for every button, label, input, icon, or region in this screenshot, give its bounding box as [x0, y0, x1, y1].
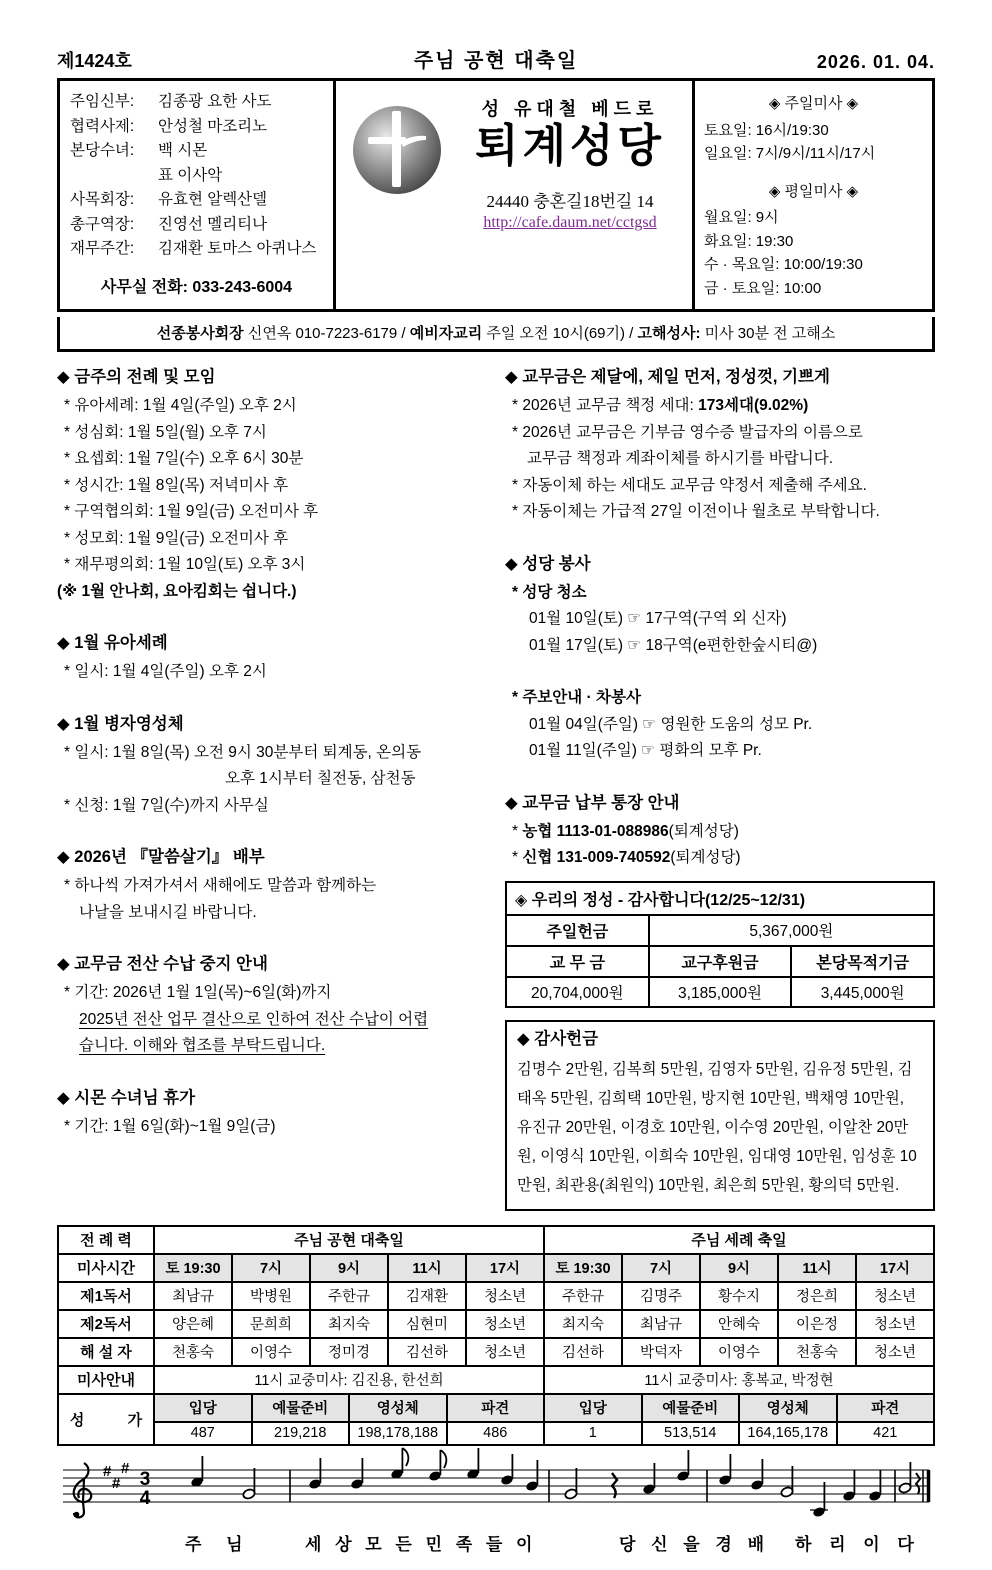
church-logo-crucifix-icon [350, 103, 444, 202]
mass-time: 9시 [310, 1254, 388, 1282]
list-item: * 구역협의회: 1월 9일(금) 오전미사 후 [57, 499, 493, 526]
staff-row [70, 237, 323, 262]
cell-value: 20,704,000원 [506, 977, 649, 1007]
section-word-living [57, 844, 493, 926]
right-feast-header: 주님 세례 축일 [544, 1226, 934, 1254]
note-line: (※ 1월 안나회, 요아킴회는 쉽니다.) [57, 582, 297, 600]
offering-summary-table [505, 881, 935, 1008]
column-header: 교구후원금 [649, 946, 792, 977]
item-text: 2026년 교무금 책정 세대: [522, 397, 699, 414]
time-signature-bottom: 4 [139, 1487, 151, 1509]
lyric-group: 세 상 모 든 민 족 들 이 [305, 1534, 533, 1554]
list-item [505, 393, 935, 420]
info-strip [57, 317, 935, 352]
donor-list: 김명수 2만원, 김복희 5만원, 김영자 5만원, 김유정 5만원, 김태옥 5만원, 김희택 10만원, 방지현 10만원, 백채영 10만원, 유진규 20만원, 이경호 10만원, 이수영 20만원, 이알찬 20만원, 이영식 10만원, 이희숙 10만원, 임대영 10만원, 임성훈 10만원, 최관용(최원익) 10만원, 최은희 5만원, 황의덕 5만원. [517, 1060, 917, 1194]
list-item: * 일시: 1월 8일(목) 오전 9시 30분부터 퇴계동, 온의동 [57, 740, 493, 767]
staff-name: 표 이사악 [158, 166, 223, 184]
strip-label: 고해성사: [637, 325, 701, 342]
list-item: * 신청: 1월 7일(수)까지 사무실 [57, 793, 493, 820]
list-item: * 2026년 교무금은 기부금 영수증 발급자의 이름으로 [505, 420, 935, 447]
staff-role [70, 164, 158, 189]
staff-row [70, 139, 323, 164]
lyric-group: 하 리 이 다 [795, 1534, 914, 1554]
reader-name: 정은희 [778, 1282, 856, 1310]
reader-name: 김재환 [388, 1282, 466, 1310]
commentator-name: 천홍숙 [778, 1338, 856, 1366]
row-label: 전 례 력 [58, 1226, 154, 1254]
mass-time: 7시 [622, 1254, 700, 1282]
hymn-number: 198,178,188 [349, 1422, 447, 1445]
hymn-number: 486 [447, 1422, 545, 1445]
reader-name: 주한규 [544, 1282, 622, 1310]
lyric-group: 주 님 [185, 1534, 243, 1554]
time-signature-top: 3 [139, 1468, 151, 1490]
reader-name: 최남규 [154, 1282, 232, 1310]
hymn-header: 파견 [447, 1394, 545, 1422]
section-title: ◆ 1월 병자영성체 [57, 714, 184, 733]
list-item: * 자동이체 하는 세대도 교무금 약정서 제출해 주세요. [505, 473, 935, 500]
music-staff [57, 1458, 935, 1530]
commentator-name: 청소년 [856, 1338, 934, 1366]
hymn-lyrics [57, 1530, 935, 1556]
commentator-name: 김선하 [388, 1338, 466, 1366]
hymn-number: 219,218 [252, 1422, 350, 1445]
reader-name: 안혜숙 [700, 1310, 778, 1338]
issue-date: 2026. 01. 04. [816, 52, 936, 72]
reader-name: 심현미 [388, 1310, 466, 1338]
reader-name: 청소년 [856, 1282, 934, 1310]
column-header: 본당목적기금 [791, 946, 934, 977]
strip-label: 예비자교리 [409, 325, 483, 342]
list-item: * 성심회: 1월 5일(월) 오후 7시 [57, 420, 493, 447]
church-address: 24440 충혼길18번길 14 [486, 191, 654, 211]
commentator-name: 이영수 [232, 1338, 310, 1366]
staff-role: 주임신부: [70, 93, 135, 110]
bank-account [505, 845, 935, 872]
list-item: * 요셉회: 1월 7일(수) 오후 6시 30분 [57, 446, 493, 473]
list-item: * 성모회: 1월 9일(금) 오전미사 후 [57, 526, 493, 553]
hymn-header: 파견 [837, 1394, 935, 1422]
staff-name: 백 시몬 [158, 142, 208, 159]
section-church-service [505, 551, 935, 765]
issue-number: 제1424호 [57, 51, 132, 71]
staff-role: 협력사제: [70, 117, 135, 135]
section-bank-accounts [505, 790, 935, 872]
staff-row [70, 213, 323, 238]
row-label: 미사시간 [58, 1254, 154, 1282]
item-bold-text: 173세대(9.02%) [698, 397, 809, 414]
service-line: 01월 04일(주일) ☞ 영원한 도움의 성모 Pr. [529, 715, 813, 733]
commentator-name: 청소년 [466, 1338, 544, 1366]
mass-time: 9시 [700, 1254, 778, 1282]
list-item: * 기간: 2026년 1월 1일(목)~6일(화)까지 [57, 980, 493, 1007]
reader-name: 양은혜 [154, 1310, 232, 1338]
commentator-name: 천홍숙 [154, 1338, 232, 1366]
list-item: * 일시: 1월 4일(주일) 오후 2시 [57, 659, 493, 686]
offering-table-title: ◈ 우리의 정성 - 감사합니다(12/25~12/31) [506, 882, 934, 915]
mass-line: 일요일: 7시/9시/11시/17시 [704, 145, 876, 162]
section-weekly-liturgy [57, 364, 493, 605]
title-bar [57, 0, 935, 73]
section-title: ◆ 시몬 수녀님 휴가 [57, 1088, 196, 1107]
hymn-header: 입당 [544, 1394, 642, 1422]
commentator-name: 김선하 [544, 1338, 622, 1366]
hymn-header: 예물준비 [642, 1394, 740, 1422]
reader-name: 최남규 [622, 1310, 700, 1338]
hymn-header: 영성체 [349, 1394, 447, 1422]
staff-row [70, 188, 323, 213]
staff-name: 김재환 토마스 아퀴나스 [158, 240, 317, 257]
sharp-sign: # [103, 1462, 112, 1480]
staff-name: 진영선 멜리티나 [158, 215, 268, 233]
church-name: 퇴계성당 [475, 120, 665, 171]
row-label: 성 가 [58, 1394, 154, 1445]
commentator-name: 정미경 [310, 1338, 388, 1366]
hymn-number: 487 [154, 1422, 252, 1445]
mass-time: 7시 [232, 1254, 310, 1282]
mass-guide: 11시 교중미사: 김진용, 한선희 [154, 1366, 544, 1394]
office-phone: 사무실 전화: 033-243-6004 [100, 278, 293, 296]
strip-text: 미사 30분 전 고해소 [700, 325, 836, 342]
church-cafe-link[interactable]: http://cafe.daum.net/cctgsd [483, 213, 657, 231]
account-holder: (퇴계성당) [668, 822, 739, 840]
list-item: * 자동이체는 가급적 27일 이전이나 월초로 부탁합니다. [505, 499, 935, 526]
section-title: ◆ 교무금은 제달에, 제일 먼저, 정성껏, 기쁘게 [505, 368, 830, 386]
hymn-number: 513,514 [642, 1422, 740, 1445]
bank-account [505, 819, 935, 846]
commentator-name: 이영수 [700, 1338, 778, 1366]
treble-clef-icon [74, 1463, 92, 1517]
column-header: 주일헌금 [506, 915, 649, 946]
hymn-header: 영성체 [739, 1394, 837, 1422]
section-title: ◆ 감사헌금 [517, 1029, 599, 1048]
reader-name: 박병원 [232, 1282, 310, 1310]
notes [190, 1448, 920, 1518]
staff-name: 안성철 마조리노 [158, 117, 268, 135]
liturgy-schedule-table [57, 1225, 935, 1395]
section-infant-baptism [57, 630, 493, 686]
staff-role: 본당수녀: [70, 142, 135, 159]
reader-name: 최지숙 [310, 1310, 388, 1338]
account-holder: (퇴계성당) [670, 849, 741, 866]
mass-time: 17시 [856, 1254, 934, 1282]
reader-name: 청소년 [466, 1310, 544, 1338]
page-title: 주님 공현 대축일 [413, 50, 579, 72]
left-feast-header: 주님 공현 대축일 [154, 1226, 544, 1254]
list-item: * 유아세례: 1월 4일(주일) 오후 2시 [57, 393, 493, 420]
list-item-continued: 오후 1시부터 칠전동, 삼천동 [225, 770, 416, 787]
cell-value: 5,367,000원 [649, 915, 934, 946]
staff-box [60, 81, 336, 309]
service-line: 01월 10일(토) ☞ 17구역(구역 외 신자) [529, 610, 787, 627]
section-title: ◆ 교무금 납부 통장 안내 [505, 793, 680, 812]
section-title: ◆ 금주의 전례 및 모임 [57, 368, 216, 386]
staff-role: 재무주간: [70, 240, 135, 257]
reader-name: 김명주 [622, 1282, 700, 1310]
mass-time: 토 19:30 [154, 1254, 232, 1282]
hymn-number: 164,165,178 [739, 1422, 837, 1445]
service-line: 01월 17일(토) ☞ 18구역(e편한한숲시티@) [529, 636, 818, 654]
cell-value: 3,445,000원 [791, 977, 934, 1007]
sharp-sign: # [121, 1459, 130, 1477]
quarter-rest [916, 1473, 920, 1494]
sub-section-title: * 주보안내 · 차봉사 [505, 685, 935, 712]
section-sick-communion [57, 711, 493, 820]
section-title: ◆ 성당 봉사 [505, 554, 591, 573]
mass-times-box [692, 81, 932, 309]
reader-name: 이은정 [778, 1310, 856, 1338]
staff-name: 김종광 요한 사도 [158, 93, 272, 110]
reader-name: 청소년 [466, 1282, 544, 1310]
reader-name: 문희희 [232, 1310, 310, 1338]
lyric-group: 당 신 을 경 배 [619, 1534, 765, 1554]
mass-guide: 11시 교중미사: 홍복교, 박정현 [544, 1366, 934, 1394]
reader-name: 청소년 [856, 1310, 934, 1338]
section-title: ◆ 1월 유아세례 [57, 634, 168, 652]
hymn-number: 1 [544, 1422, 642, 1445]
mass-time: 11시 [388, 1254, 466, 1282]
mass-line: 화요일: 19:30 [704, 232, 794, 250]
list-item: * 기간: 1월 6일(화)~1월 9일(금) [57, 1114, 493, 1141]
hymn-number: 421 [837, 1422, 935, 1445]
section-payment-suspension [57, 951, 493, 1060]
list-item-continued: 나날을 보내시길 바랍니다. [79, 903, 257, 921]
patron-saint-line: 성 유대철 베드로 [481, 99, 659, 119]
strip-text: 신연옥 010-7223-6179 / [243, 325, 410, 342]
underlined-line: 2025년 전산 업무 결산으로 인하여 전산 수납이 어렵 [79, 1010, 429, 1028]
staff-row [70, 115, 323, 140]
left-column [57, 364, 505, 1211]
sub-section-title: * 성당 청소 [505, 580, 935, 607]
weekday-mass-title: ◈ 평일미사 ◈ [768, 182, 859, 200]
staff-role: 총구역장: [70, 215, 135, 233]
list-item: * 성시간: 1월 8일(목) 저녁미사 후 [57, 473, 493, 500]
mass-line: 금 · 토요일: 10:00 [704, 279, 822, 297]
row-label: 미사안내 [58, 1366, 154, 1394]
commentator-name: 박덕자 [622, 1338, 700, 1366]
mass-line: 수 · 목요일: 10:00/19:30 [704, 256, 863, 273]
mass-line: 토요일: 16시/19:30 [704, 121, 829, 139]
thanksgiving-offering-box [505, 1020, 935, 1211]
mass-line: 월요일: 9시 [704, 209, 779, 226]
account-number: 농협 1113-01-088986 [522, 822, 669, 840]
hymn-header: 입당 [154, 1394, 252, 1422]
mass-time: 토 19:30 [544, 1254, 622, 1282]
right-column [505, 364, 935, 1211]
hymn-score [57, 1458, 935, 1570]
section-tithe-notice [505, 364, 935, 526]
list-item: * 하나씩 가져가셔서 새해에도 말씀과 함께하는 [57, 873, 493, 900]
underlined-line: 습니다. 이해와 협조를 부탁드립니다. [79, 1037, 326, 1054]
section-title: ◆ 교무금 전산 수납 중지 안내 [57, 955, 268, 973]
service-line: 01월 11일(주일) ☞ 평화의 모후 Pr. [529, 742, 762, 759]
list-item-continued: 교무금 책정과 계좌이체를 하시기를 바랍니다. [527, 450, 834, 467]
staff-row [70, 164, 323, 189]
sharp-sign: # [112, 1474, 121, 1492]
reader-name: 황수지 [700, 1282, 778, 1310]
staff-role: 사목회장: [70, 191, 135, 208]
strip-label: 선종봉사회장 [156, 325, 244, 342]
section-title: ◆ 2026년 『말씀살기』 배부 [57, 848, 265, 866]
mass-time: 11시 [778, 1254, 856, 1282]
row-label: 제2독서 [58, 1310, 154, 1338]
hymn-table [57, 1393, 935, 1446]
account-number: 신협 131-009-740592 [522, 849, 671, 866]
row-label: 제1독서 [58, 1282, 154, 1310]
staff-row [70, 90, 323, 115]
cell-value: 3,185,000원 [649, 977, 792, 1007]
hymn-header: 예물준비 [252, 1394, 350, 1422]
header-frame [57, 78, 935, 312]
column-header: 교 무 금 [506, 946, 649, 977]
sunday-mass-title: ◈ 주일미사 ◈ [768, 95, 859, 112]
row-label: 해 설 자 [58, 1338, 154, 1366]
section-sister-vacation [57, 1085, 493, 1141]
strip-text: 주일 오전 10시(69기) / [482, 325, 638, 342]
reader-name: 주한규 [310, 1282, 388, 1310]
staff-name: 유효현 알렉산델 [158, 191, 268, 208]
list-item: * 재무평의회: 1월 10일(토) 오후 3시 [57, 552, 493, 579]
church-identity [336, 81, 692, 309]
reader-name: 최지숙 [544, 1310, 622, 1338]
mass-time: 17시 [466, 1254, 544, 1282]
